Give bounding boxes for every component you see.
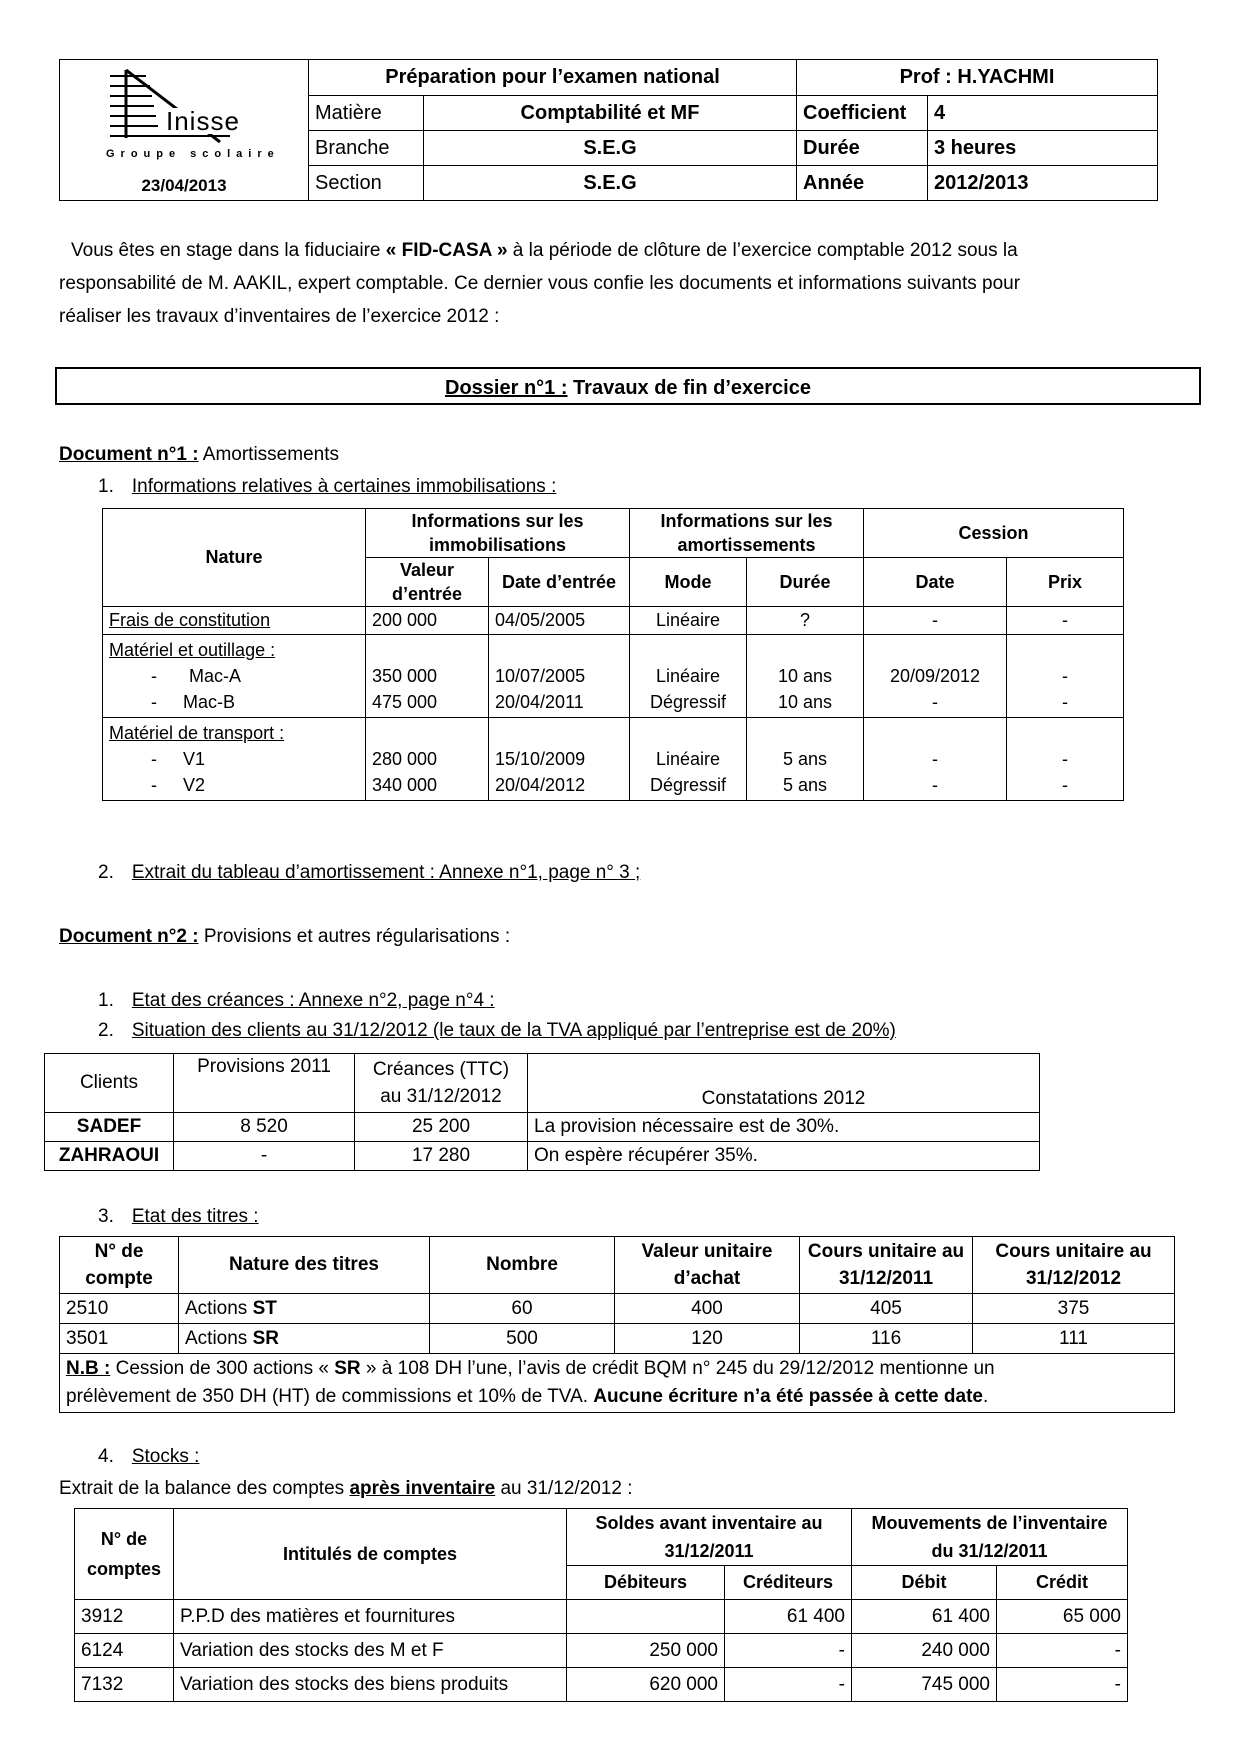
col-header: Nombre — [430, 1237, 615, 1294]
header-value: 3 heures — [928, 131, 1158, 166]
intro-line-2: responsabilité de M. AAKIL, expert comptable. Ce dernier vous confie les documents et informations suivants pour — [59, 273, 1021, 294]
header-value: S.E.G — [424, 166, 797, 201]
table-row: 6124 Variation des stocks des M et F 250 000 - 240 000 - — [75, 1634, 1128, 1668]
immobilisations-table — [102, 508, 1124, 801]
prof-name: Prof : H.YACHMI — [797, 60, 1158, 96]
nb-row: N.B : Cession de 300 actions « SR » à 108 DH l’une, l’avis de crédit BQM n° 245 du 29/12/2012 mentionne un prélèvement de 350 DH (HT) de commissions et 10% de TVA. Aucune écriture n’a été passée à cette date. — [60, 1354, 1175, 1413]
titres-table — [59, 1236, 1175, 1413]
header-key: Branche — [309, 131, 424, 166]
col-header: Prix — [1007, 558, 1124, 607]
col-header: Date d’entrée — [489, 558, 630, 607]
table-row: Matériel et outillage : - Mac-A - Mac-B 350 000 475 000 10/07/2005 20/04/2011 Linéaire Dégressif 10 ans 10 ans 20/09/2012 - - - — [103, 635, 1124, 718]
clients-table — [44, 1053, 1040, 1171]
group-label: Matériel et outillage : — [109, 640, 276, 660]
doc2-item-4: 4. Stocks : — [98, 1446, 200, 1467]
header-key: Année — [797, 166, 928, 201]
col-header: Créances (TTC) au 31/12/2012 — [355, 1054, 528, 1113]
doc2-heading: Document n°2 : Provisions et autres régularisations : — [59, 926, 511, 947]
col-header: Mouvements de l’inventaire du 31/12/2011 — [852, 1509, 1128, 1566]
table-row: 2510 Actions ST 60 400 405 375 — [60, 1294, 1175, 1324]
col-header: Cession — [864, 509, 1124, 558]
col-header: Débiteurs — [567, 1566, 725, 1600]
table-row: Frais de constitution 200 000 04/05/2005 Linéaire ? - - — [103, 607, 1124, 635]
col-header: Provisions 2011 — [174, 1054, 355, 1113]
logo-cell — [60, 60, 309, 201]
logo-text: Inisse — [166, 106, 240, 136]
col-header: Nature des titres — [179, 1237, 430, 1294]
dossier-label: Dossier n°1 : — [445, 377, 568, 399]
col-header: Mode — [630, 558, 747, 607]
exam-date: 23/04/2013 — [141, 176, 227, 195]
doc2-item-3: 3. Etat des titres : — [98, 1206, 259, 1227]
table-row: Matériel de transport : - V1 - V2 280 000 340 000 15/10/2009 20/04/2012 Linéaire Dégressif 5 ans 5 ans - - - - — [103, 718, 1124, 801]
table-row: 7132 Variation des stocks des biens produits 620 000 - 745 000 - — [75, 1668, 1128, 1702]
dossier-title: Travaux de fin d’exercice — [567, 377, 811, 399]
col-header: Durée — [747, 558, 864, 607]
header-value: S.E.G — [424, 131, 797, 166]
exam-title: Préparation pour l’examen national — [309, 60, 797, 96]
col-header: Cours unitaire au 31/12/2012 — [973, 1237, 1175, 1294]
table-row: 3912 P.P.D des matières et fournitures 61 400 61 400 65 000 — [75, 1600, 1128, 1634]
stocks-table — [74, 1508, 1128, 1702]
intro-paragraph — [59, 234, 1159, 333]
col-header: Nature — [103, 509, 366, 607]
col-header: N° de compte — [60, 1237, 179, 1294]
doc2-item-2: 2. Situation des clients au 31/12/2012 (le taux de la TVA appliqué par l’entreprise est de 20%) — [98, 1020, 896, 1041]
stocks-intro: Extrait de la balance des comptes après inventaire au 31/12/2012 : — [59, 1478, 633, 1499]
header-key: Section — [309, 166, 424, 201]
header-key: Coefficient — [797, 96, 928, 131]
dossier-banner — [55, 367, 1201, 405]
col-header: Créditeurs — [725, 1566, 852, 1600]
doc2-item-1: 1. Etat des créances : Annexe n°2, page n°4 : — [98, 990, 495, 1011]
header-value: 4 — [928, 96, 1158, 131]
col-header: Crédit — [997, 1566, 1128, 1600]
col-header: Intitulés de comptes — [174, 1509, 567, 1600]
col-header: Valeur unitaire d’achat — [615, 1237, 800, 1294]
col-header: Informations sur les amortissements — [630, 509, 864, 558]
col-header: Soldes avant inventaire au 31/12/2011 — [567, 1509, 852, 1566]
firm-name: « FID-CASA » — [385, 240, 508, 261]
table-row: SADEF 8 520 25 200 La provision nécessaire est de 30%. — [45, 1113, 1040, 1142]
header-table — [59, 59, 1158, 201]
doc1-heading: Document n°1 : Amortissements — [59, 444, 339, 465]
doc1-item-1: 1. Informations relatives à certaines immobilisations : — [98, 476, 557, 497]
col-header: Cours unitaire au 31/12/2011 — [800, 1237, 973, 1294]
logo — [66, 64, 302, 172]
col-header: Valeur d’entrée — [366, 558, 489, 607]
header-key: Matière — [309, 96, 424, 131]
intro-line-1: Vous êtes en stage dans la fiduciaire « FID-CASA » à la période de clôture de l’exercice comptable 2012 sous la — [71, 240, 1018, 261]
col-header: Informations sur les immobilisations — [366, 509, 630, 558]
table-row: 3501 Actions SR 500 120 116 111 — [60, 1324, 1175, 1354]
header-key: Durée — [797, 131, 928, 166]
doc1-item-2: 2. Extrait du tableau d’amortissement : Annexe n°1, page n° 3 ; — [98, 862, 641, 883]
col-header: Constatations 2012 — [528, 1054, 1040, 1113]
col-header: Date — [864, 558, 1007, 607]
col-header: N° de comptes — [75, 1509, 174, 1600]
group-label: Matériel de transport : — [109, 723, 285, 743]
intro-line-3: réaliser les travaux d’inventaires de l’exercice 2012 : — [59, 306, 500, 327]
header-value: 2012/2013 — [928, 166, 1158, 201]
col-header: Débit — [852, 1566, 997, 1600]
header-value: Comptabilité et MF — [424, 96, 797, 131]
logo-subtitle: Groupe scolaire — [106, 148, 280, 160]
table-row: ZAHRAOUI - 17 280 On espère récupérer 35%. — [45, 1142, 1040, 1171]
col-header: Clients — [45, 1054, 174, 1113]
